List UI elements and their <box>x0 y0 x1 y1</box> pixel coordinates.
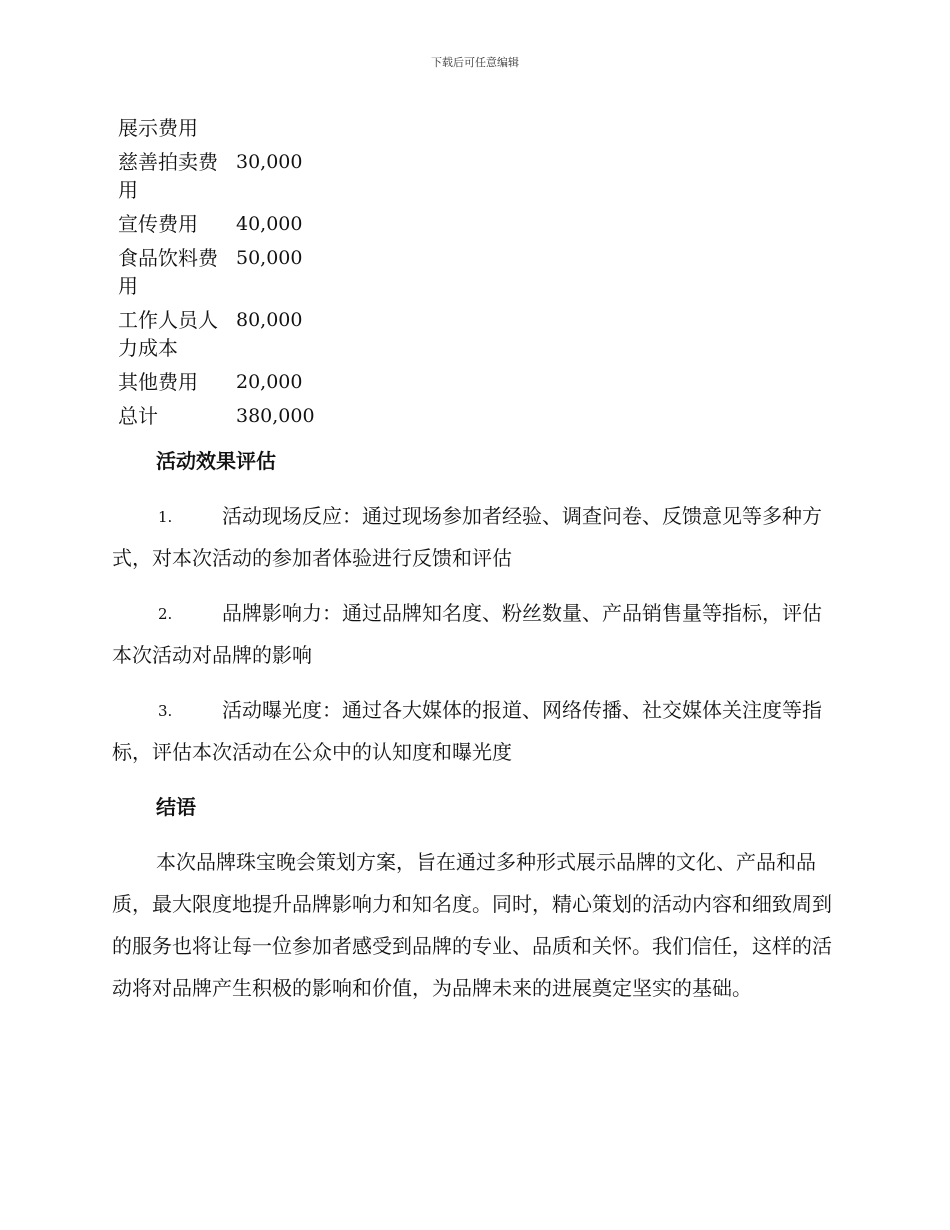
table-row <box>118 402 315 436</box>
cost-table <box>118 114 315 436</box>
cost-label: 其他费用 <box>118 370 198 394</box>
cost-amount: 380,000 <box>236 405 315 427</box>
cost-amount: 80,000 <box>236 309 303 331</box>
cost-label: 食品饮料费用 <box>118 246 218 298</box>
table-row <box>118 210 315 244</box>
table-row <box>118 368 315 402</box>
page-header-note: 下载后可任意编辑 <box>431 56 519 69</box>
conclusion-heading: 结语 <box>156 795 196 819</box>
item-number: 1. <box>158 508 173 526</box>
evaluation-item <box>112 690 840 773</box>
evaluation-item <box>112 593 840 676</box>
cost-amount <box>232 114 315 148</box>
table-row <box>118 306 315 368</box>
evaluation-item <box>112 496 840 579</box>
cost-label: 展示费用 <box>118 116 198 140</box>
cost-label: 总计 <box>118 404 158 428</box>
cost-amount: 30,000 <box>236 151 303 173</box>
item-text: 品牌影响力：通过品牌知名度、粉丝数量、产品销售量等指标，评估本次活动对品牌的影响 <box>112 601 822 667</box>
table-row <box>118 114 315 148</box>
cost-amount: 50,000 <box>236 247 303 269</box>
table-row <box>118 244 315 306</box>
item-number: 2. <box>158 605 173 623</box>
conclusion-paragraph: 本次品牌珠宝晚会策划方案，旨在通过多种形式展示品牌的文化、产品和品质，最大限度地提升品牌影响力和知名度。同时，精心策划的活动内容和细致周到的服务也将让每一位参加者感受到品牌的专业、品质和关怀。我们信任，这样的活动将对品牌产生积极的影响和价值，为品牌未来的进展奠定坚实的基础。 <box>112 850 832 1000</box>
cost-amount: 20,000 <box>236 371 303 393</box>
item-text: 活动曝光度：通过各大媒体的报道、网络传播、社交媒体关注度等指标，评估本次活动在公众中的认知度和曝光度 <box>112 698 822 764</box>
cost-label: 慈善拍卖费用 <box>118 150 218 202</box>
table-row <box>118 148 315 210</box>
item-text: 活动现场反应：通过现场参加者经验、调查问卷、反馈意见等多种方式，对本次活动的参加者体验进行反馈和评估 <box>112 504 822 570</box>
cost-label: 宣传费用 <box>118 212 198 236</box>
cost-label: 工作人员人力成本 <box>118 308 218 360</box>
evaluation-heading: 活动效果评估 <box>156 449 276 473</box>
item-number: 3. <box>158 702 173 720</box>
cost-amount: 40,000 <box>236 213 303 235</box>
